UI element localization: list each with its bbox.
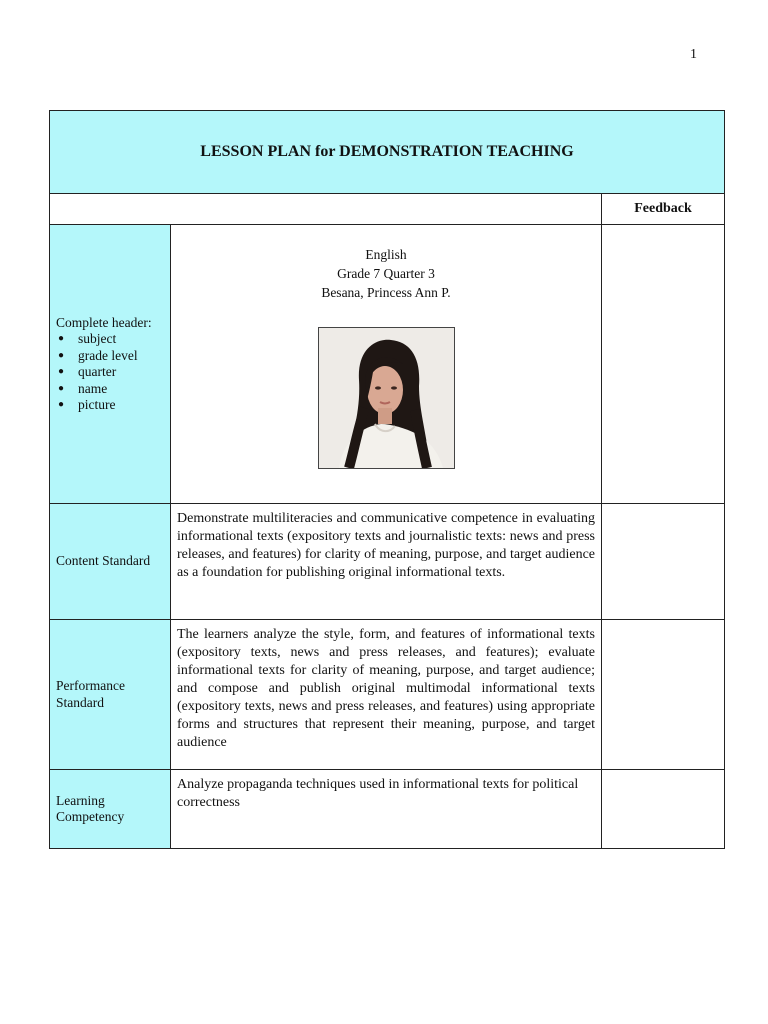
page-number: 1	[690, 47, 697, 62]
list-item: ● name	[58, 380, 108, 396]
learning-competency-row	[50, 770, 725, 849]
learning-competency-label-cell	[50, 770, 171, 849]
content-standard-row	[50, 504, 725, 620]
feedback-cell-header[interactable]	[602, 225, 725, 504]
list-item: ● picture	[58, 397, 116, 412]
teacher-photo	[318, 327, 455, 469]
performance-standard-label-line2: Standard	[56, 694, 104, 710]
grade-quarter-text: Grade 7 Quarter 3	[337, 266, 435, 281]
learning-competency-label: Learning	[56, 792, 105, 808]
performance-standard-row	[50, 620, 725, 770]
performance-standard-text: The learners analyze the style, form, and features of informational texts (expository texts, news and press releases, and features); evaluate informational texts for clarity of meaning, purpose, and target audience; and compose and publish original multimodal informational texts (expository texts, news and press releases, and features) using appropriate forms and structures that represent their meaning, purpose, and target audience	[171, 620, 602, 770]
blank-header-cell	[50, 194, 602, 225]
title-row	[50, 111, 725, 194]
bullet-icon: ●	[58, 333, 65, 344]
feedback-cell-learning-competency[interactable]	[602, 770, 725, 849]
complete-header-label-cell	[50, 225, 171, 504]
content-standard-label: Content Standard	[50, 504, 171, 620]
header-info	[171, 225, 601, 302]
feedback-header-row	[50, 194, 725, 225]
bullet-icon: ●	[58, 399, 65, 410]
complete-header-label: Complete header:	[56, 314, 152, 330]
learning-competency-text: Analyze propaganda techniques used in informational texts for political correctness	[171, 770, 602, 849]
bullet-icon: ●	[58, 366, 65, 377]
subject-text: English	[365, 247, 407, 262]
header-info-cell	[171, 225, 602, 504]
list-item: ● subject	[58, 331, 117, 346]
performance-standard-label: Performance	[56, 678, 125, 693]
performance-standard-label-cell	[50, 620, 171, 770]
feedback-cell-content-standard[interactable]	[602, 504, 725, 620]
content-standard-text: Demonstrate multiliteracies and communicative competence in evaluating informational texts (expository texts and journalistic texts: news and press releases, and features) for clarity of meaning, purpose, and target audience as a foundation for publishing original informational texts.	[171, 504, 602, 620]
teacher-name: Besana, Princess Ann P.	[321, 285, 451, 300]
table-title: LESSON PLAN for DEMONSTRATION TEACHING	[50, 111, 725, 194]
feedback-cell-performance-standard[interactable]	[602, 620, 725, 770]
feedback-column-header: Feedback	[602, 194, 725, 225]
complete-header-row	[50, 225, 725, 504]
lesson-plan-table	[49, 110, 725, 849]
learning-competency-label-line2: Competency	[56, 809, 125, 824]
bullet-icon: ●	[58, 349, 65, 361]
list-item: ● grade level	[58, 347, 138, 363]
portrait-image	[319, 328, 454, 468]
list-item: ● quarter	[58, 364, 117, 379]
header-requirements-list	[56, 331, 164, 414]
bullet-icon: ●	[58, 382, 65, 394]
